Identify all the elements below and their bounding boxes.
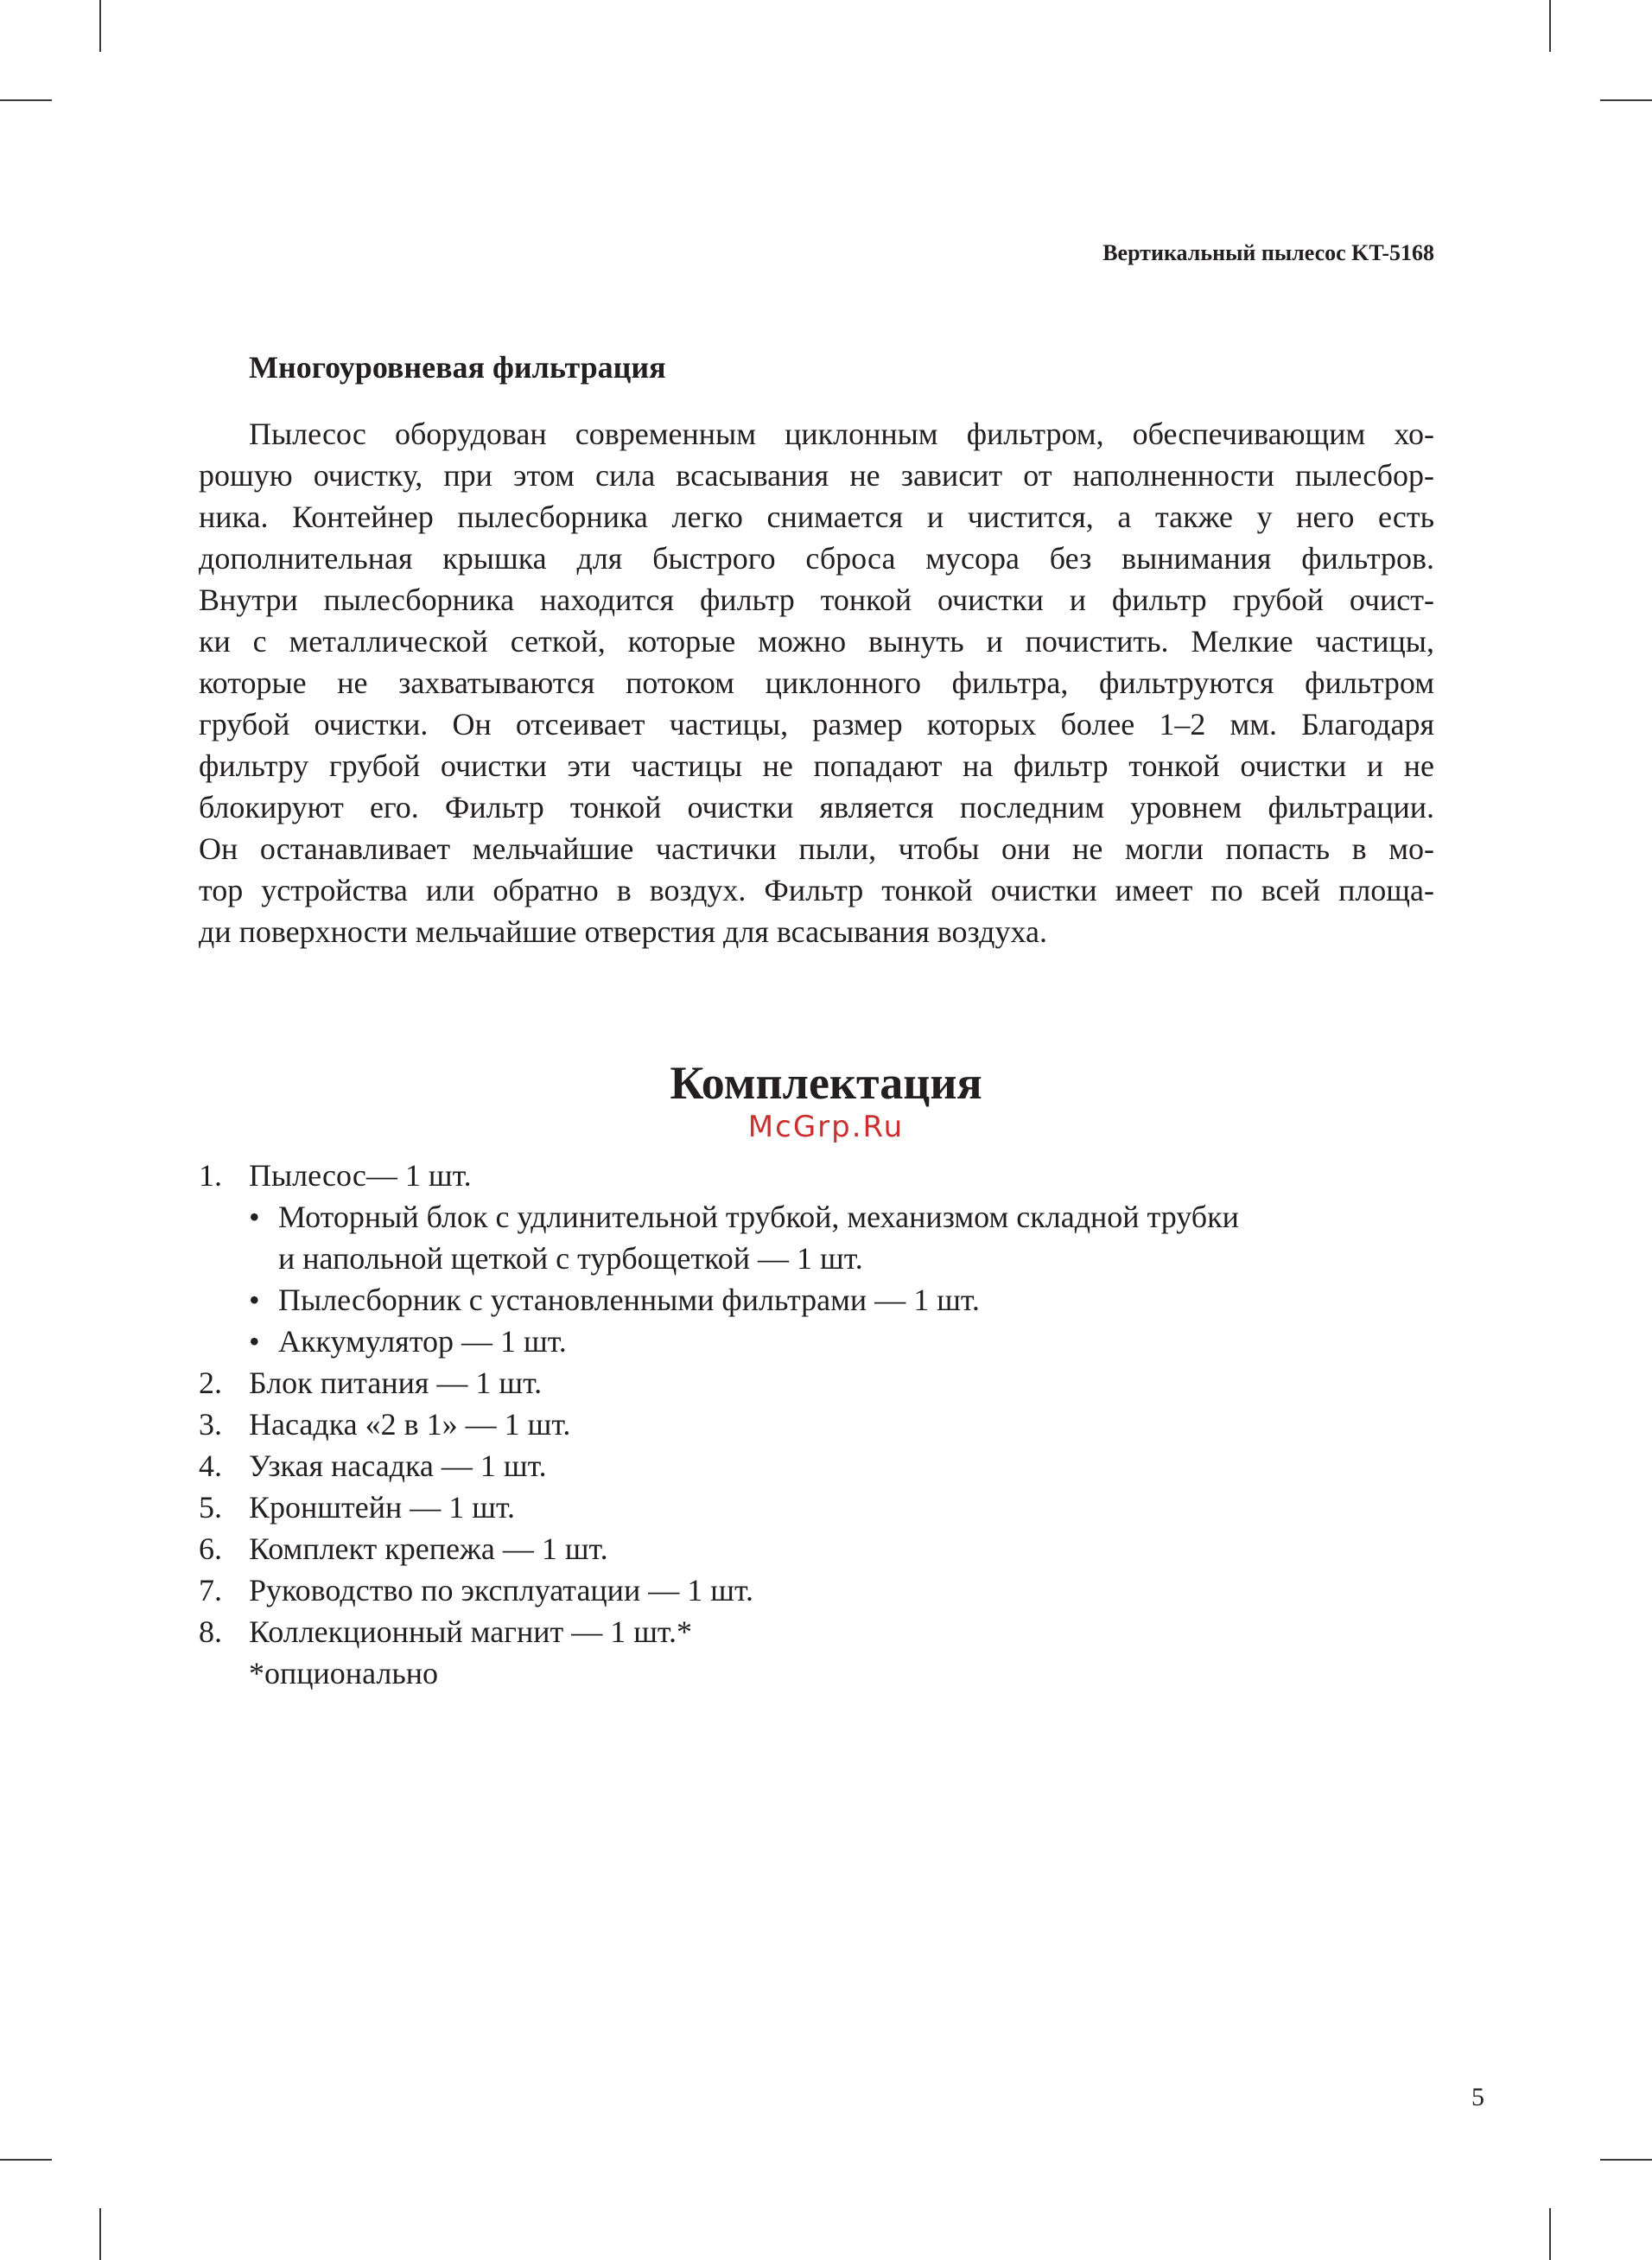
- sub-item-text: и напольной щеткой с турбощеткой — 1 шт.: [278, 1241, 863, 1276]
- body-line: рошую очистку, при этом сила всасывания не зависит от наполненности пылесбор-: [199, 458, 1434, 493]
- list-number: 1.: [199, 1158, 222, 1193]
- watermark: McGrp.Ru: [747, 1110, 905, 1144]
- list-item-text: Пылесос— 1 шт.: [249, 1158, 472, 1193]
- list-number: 3.: [199, 1407, 222, 1442]
- body-line: Он останавливает мельчайшие частички пыли, чтобы они не могли попасть в мо-: [199, 831, 1434, 866]
- crop-mark-bottom-right: [1549, 2208, 1551, 2260]
- sub-list-item: [199, 1196, 1408, 1238]
- list-item: [199, 1487, 1408, 1528]
- contents-title: Комплектация: [670, 1057, 982, 1109]
- list-item-text: Узкая насадка — 1 шт.: [249, 1448, 547, 1483]
- body-line: грубой очистки. Он отсеивает частицы, размер которых более 1–2 мм. Благодаря: [199, 707, 1434, 742]
- list-number: 6.: [199, 1531, 222, 1566]
- body-line: ника. Контейнер пылесборника легко снимается и чистится, а также у него есть: [199, 500, 1434, 534]
- list-item-text: Насадка «2 в 1» — 1 шт.: [249, 1407, 571, 1442]
- body-line: фильтру грубой очистки эти частицы не попадают на фильтр тонкой очистки и не: [199, 748, 1434, 783]
- list-item: [199, 1528, 1408, 1569]
- section-title: Многоуровневая фильтрация: [249, 350, 666, 385]
- crop-mark-top-right-horizontal: [1600, 99, 1652, 101]
- crop-mark-bottom-left: [99, 2208, 101, 2260]
- list-item-text: Руководство по эксплуатации — 1 шт.: [249, 1573, 753, 1607]
- crop-mark-top-left-horizontal: [0, 99, 52, 101]
- list-number: 5.: [199, 1490, 222, 1525]
- body-line: ки с металлической сеткой, которые можно вынуть и почистить. Мелкие частицы,: [199, 624, 1434, 659]
- bullet-icon: •: [249, 1283, 260, 1317]
- contents-list: [199, 1155, 1408, 1694]
- body-line: которые не захватываются потоком циклонного фильтра, фильтруются фильтром: [199, 665, 1434, 700]
- page-number: 5: [1471, 2083, 1484, 2111]
- list-number: 7.: [199, 1573, 222, 1607]
- body-line: Пылесос оборудован современным циклонным фильтром, обеспечивающим хо-: [249, 417, 1434, 451]
- sub-list-item: [199, 1321, 1408, 1362]
- body-line: дополнительная крышка для быстрого сброса мусора без вынимания фильтров.: [199, 541, 1434, 576]
- list-number: 2.: [199, 1366, 222, 1400]
- list-item: [199, 1611, 1408, 1652]
- list-item: [199, 1404, 1408, 1445]
- body-line: тор устройства или обратно в воздух. Фильтр тонкой очистки имеет по всей площа-: [199, 873, 1434, 907]
- body-line: Внутри пылесборника находится фильтр тонкой очистки и фильтр грубой очист-: [199, 583, 1434, 617]
- bullet-icon: •: [249, 1324, 260, 1359]
- list-item: [199, 1155, 1408, 1196]
- list-item-text: Блок питания — 1 шт.: [249, 1366, 543, 1400]
- list-item-text: Кронштейн — 1 шт.: [249, 1490, 515, 1525]
- body-line: ди поверхности мельчайшие отверстия для всасывания воздуха.: [199, 914, 1047, 949]
- list-number: 4.: [199, 1448, 222, 1483]
- crop-mark-top-left: [99, 0, 101, 52]
- list-item: [199, 1362, 1408, 1404]
- body-line: блокируют его. Фильтр тонкой очистки является последним уровнем фильтрации.: [199, 790, 1434, 824]
- list-item-text: Коллекционный магнит — 1 шт.*: [249, 1614, 692, 1649]
- list-number: 8.: [199, 1614, 222, 1649]
- footnote: *опционально: [249, 1656, 439, 1690]
- sub-list-item-continuation: [199, 1238, 1408, 1279]
- running-header: Вертикальный пылесос KT-5168: [1102, 240, 1434, 265]
- crop-mark-bottom-left-horizontal: [0, 2159, 52, 2161]
- bullet-icon: •: [249, 1200, 260, 1234]
- sub-list-item: [199, 1279, 1408, 1321]
- section-body: [199, 413, 1434, 952]
- sub-item-text: Моторный блок с удлинительной трубкой, механизмом складной трубки: [278, 1200, 1239, 1234]
- sub-item-text: Аккумулятор — 1 шт.: [278, 1324, 567, 1359]
- crop-mark-top-right: [1549, 0, 1551, 52]
- crop-mark-bottom-right-horizontal: [1600, 2159, 1652, 2161]
- list-item: [199, 1569, 1408, 1611]
- list-item: [199, 1445, 1408, 1487]
- sub-item-text: Пылесборник с установленными фильтрами — 1 шт.: [278, 1283, 980, 1317]
- list-item-text: Комплект крепежа — 1 шт.: [249, 1531, 608, 1566]
